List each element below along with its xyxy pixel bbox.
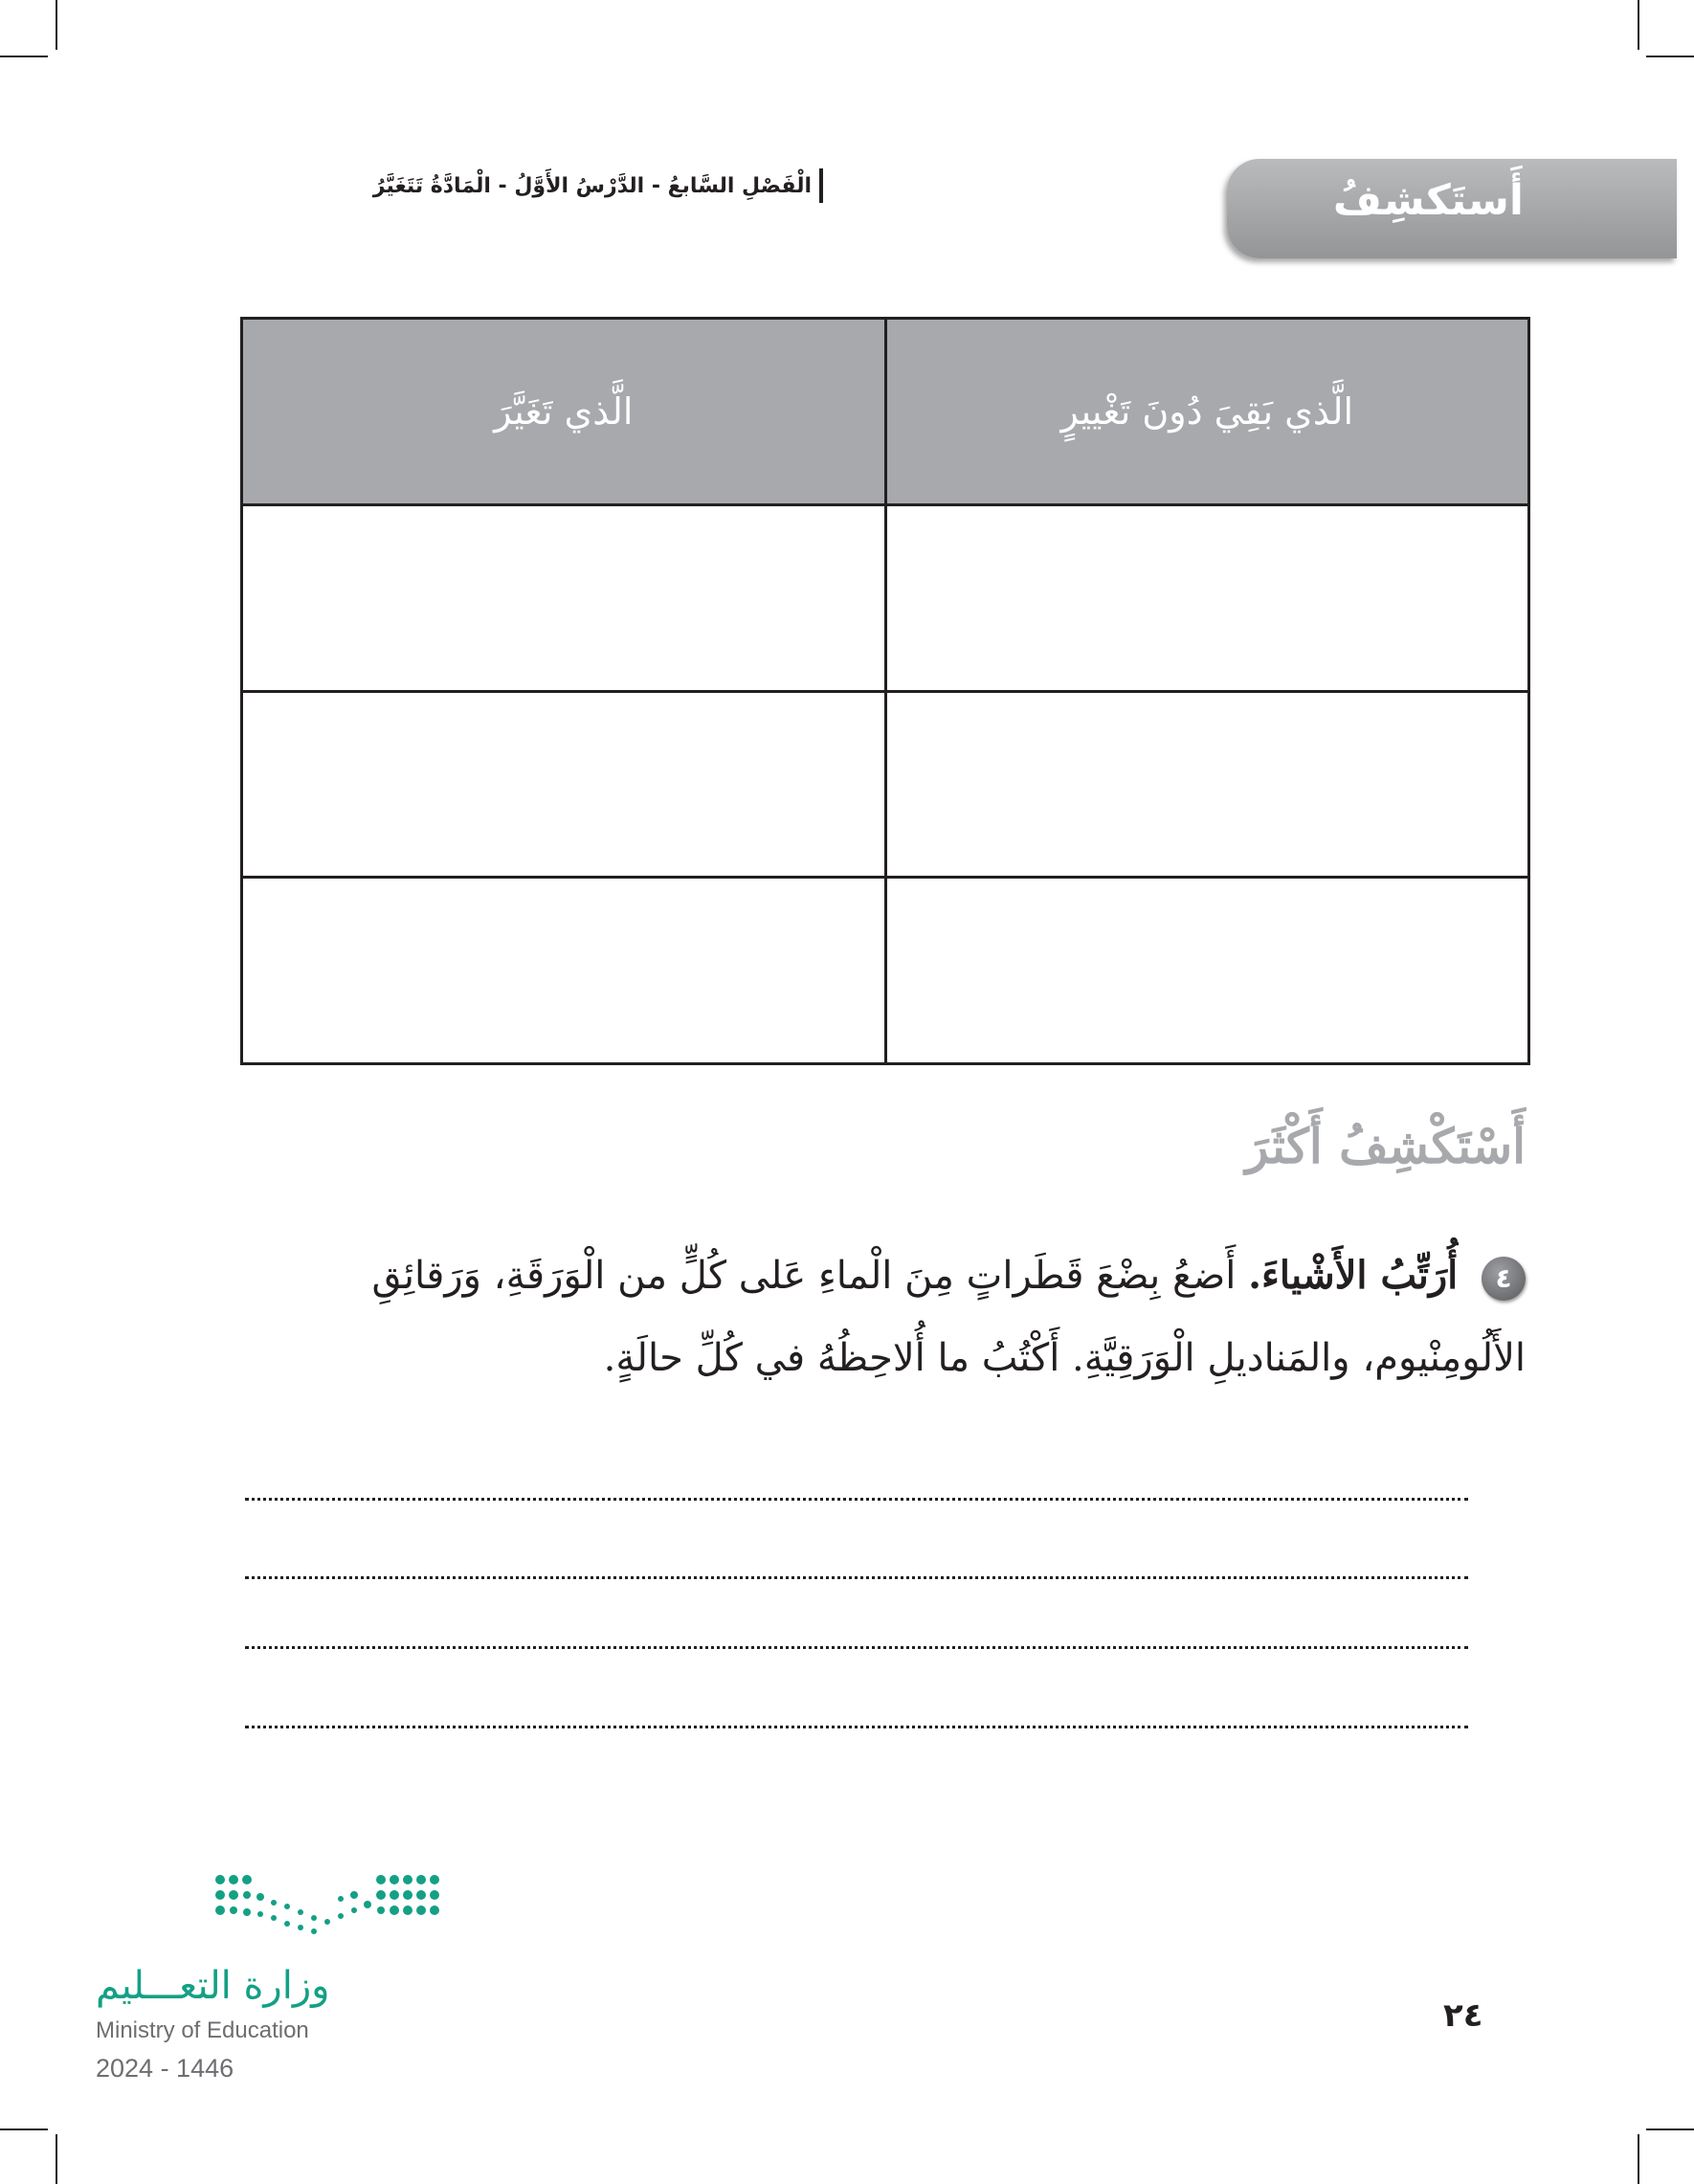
table-cell-changed[interactable] [242, 691, 886, 878]
crop-mark [1646, 2128, 1694, 2130]
observation-table [240, 317, 1530, 1065]
question-text: أَضعُ بِضْعَ قَطَراتٍ مِنَ الْماءِ عَلى كُلٍّ من الْوَرَقَةِ، وَرَقائِقِ الأَلُومِنْيوم، والمَناديلِ الْوَرَقِيَّةِ. أَكْتُبُ ما أُلاحِظُهُ في كُلِّ حالَةٍ. [371, 1254, 1526, 1380]
question-number-badge: ٤ [1482, 1257, 1526, 1301]
table-row [242, 505, 1529, 692]
question-title: أُرَتِّبُ الأَشْياءَ. [1248, 1253, 1459, 1298]
explore-tab [1227, 159, 1677, 258]
answer-line[interactable] [245, 1576, 1468, 1579]
table-cell-changed[interactable] [242, 505, 886, 692]
answer-line[interactable] [245, 1726, 1468, 1728]
crop-mark [0, 2128, 48, 2130]
table-row [242, 691, 1529, 878]
ministry-name-arabic: وزارة التعـــليم [96, 1964, 330, 2008]
table-cell-unchanged[interactable] [885, 505, 1529, 692]
answer-line[interactable] [245, 1498, 1468, 1501]
ministry-logo-icon [211, 1870, 450, 1947]
answer-line[interactable] [245, 1646, 1468, 1649]
header-divider [819, 168, 823, 203]
question-4 [228, 1235, 1526, 1399]
crop-mark [1638, 0, 1639, 50]
ministry-name-english: Ministry of Education [96, 2017, 309, 2043]
breadcrumb [287, 168, 823, 203]
edition-year: 2024 - 1446 [96, 2054, 234, 2083]
crop-mark [56, 0, 57, 50]
table-header-changed: الَّذي تَغَيَّرَ [242, 319, 886, 505]
table-cell-unchanged[interactable] [885, 878, 1529, 1064]
crop-mark [56, 2134, 57, 2184]
crop-mark [1646, 56, 1694, 57]
table-row [242, 878, 1529, 1064]
tab-title: أَستَكشِفُ [1332, 176, 1524, 225]
page-number: ٢٤ [1443, 1996, 1483, 2035]
table-header-unchanged: الَّذي بَقِيَ دُونَ تَغْييرٍ [885, 319, 1529, 505]
table-cell-unchanged[interactable] [885, 691, 1529, 878]
section-heading: أَسْتَكْشِفُ أَكْثَرَ [1245, 1118, 1526, 1174]
table-cell-changed[interactable] [242, 878, 886, 1064]
crop-mark [0, 56, 48, 57]
breadcrumb-text: الْفَصْلِ السَّابعُ - الدَّرْسُ الأَوَّلُ - الْمَادَّةُ تَتَغَيَّرُ [372, 173, 812, 198]
crop-mark [1638, 2134, 1639, 2184]
